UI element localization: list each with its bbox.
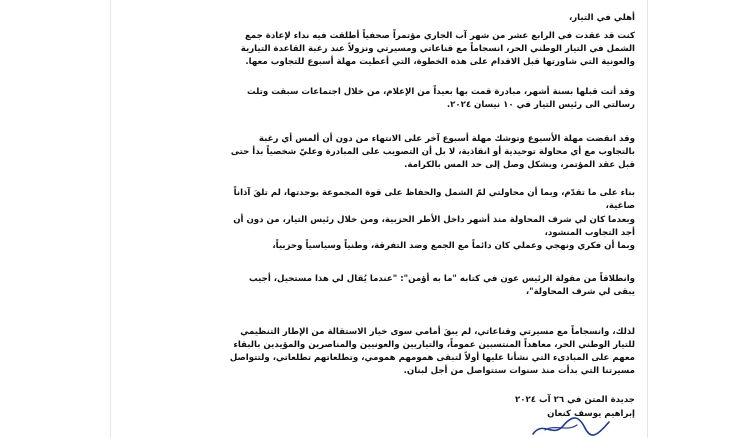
handwritten-signature	[531, 412, 611, 438]
letter-date-line: جديدة المتن في ٢٦ آب ٢٠٢٤	[515, 395, 635, 405]
letter-paragraph: لذلك، وانسجاماً مع مسيرتي وقناعاتي، لم يبقَ أمامي سوى خيار الاستقالة من الإطار التنظيمي للتيار الوطني الحر، معاهداً المنتسبين عموماً، والتياريين والعونيين والمناصرين والمؤيدين بالبقاء معهم على المبادىء التي نشأنا عليها أولاً لتبقى همومهم همومي، وتطلعاتهم تطلعاتي، ولتتواصل مسيرتنا التي بدأت منذ سنوات ستتواصل من أجل لبنان.	[229, 327, 635, 376]
right-gutter	[648, 0, 750, 438]
letter-paragraph: وقد أتت قبلها بسنة أشهر، مبادرة قمت بها بعيداً من الإعلام، من خلال اجتماعات سبقت وتلت رسالتي الى رئيس التيار في ١٠ نيسان ٢٠٢٤.	[247, 87, 635, 110]
letter-signatory: إبراهيم يوسف كنعان	[547, 409, 635, 419]
letter-paragraph: وانطلاقاً من مقولة الرئيس عون في كتابه "ما به أؤمن": "عندما يُقال لي هذا مستحيل، أجيب يبقى لي شرف المحاولة"،	[249, 274, 635, 297]
letter-page	[110, 0, 648, 438]
letter-paragraph: كنت قد عقدت في الرابع عشر من شهر آب الجاري مؤتمراً صحفياً أطلقت فيه نداء لإعادة جمع الشمل في التيار الوطني الحر، انسجاماً مع قناعاتي ومسيرتي ونزولاً عند رغبة القاعدة التيارية والعونية التي شاورتها قبل الاقدام على هذه الخطوة، التي أعطيت مهلة أسبوع للتجاوب معها.	[240, 31, 635, 67]
letter-paragraph: بناء على ما تقدّم، وبما أن محاولتي لمّ الشمل والحفاظ على قوة المجموعة بوحدتها، لم تلقَ آذاناً صاغية،	[233, 188, 635, 211]
letter-paragraph: وبعدما كان لي شرف المحاولة منذ أشهر داخل الأطر الحزبية، ومن خلال رئيس التيار، من دون أن أجد التجاوب المنشود،	[233, 215, 635, 238]
letter-greeting: أهلي في التيار،	[568, 13, 635, 23]
left-gutter	[0, 0, 110, 438]
letter-paragraph: وقد انقضت مهلة الأسبوع وتوشك مهلة أسبوع آخر على الانتهاء من دون أن ألمس أي رغبة بالتجاوب مع أي محاولة توحيدية أو انقاذية، لا بل أن التصويب على المبادرة وعليّ شخصياً بدأ حتى قبل عقد المؤتمر، وبشكل وصل إلى حد المس بالكرامة.	[230, 134, 635, 170]
letter-paragraph: وبما أن فكري ونهجي وعملي كان دائماً مع الجمع وضد التفرقة، وطنياً وسياسياً وحزبياً،	[272, 241, 635, 251]
